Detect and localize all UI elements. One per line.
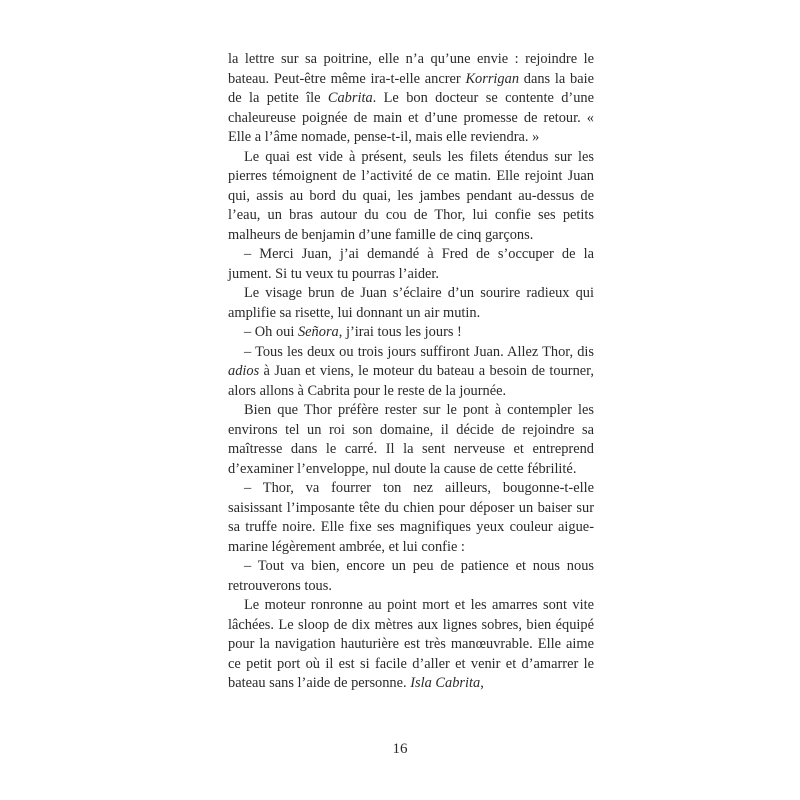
italic-text: Cabrita [327,90,373,106]
paragraph-text: Le quai est vide à présent, seuls les filets étendus sur les pierres témoignent de l’activité de ce matin. Elle rejoint Juan qui, assis au bord du quai, les jambes pendant au-dessus de l’eau, un bras autour du cou de Thor, lui confie ses petits malheurs de benjamin d’une famille de cinq garçons. [228,148,594,243]
paragraph-text: – Thor, va fourrer ton nez ailleurs, bougonne-t-elle saisissant l’imposante tête du chien pour déposer un baiser sur sa truffe noire. Elle fixe ses magnifiques yeux couleur aigue-marine légèrement ambrée, et lui confie : [228,480,594,555]
book-page-body [228,50,594,694]
paragraph [228,284,594,323]
paragraph-text: – Tous les deux ou trois jours suffiront Juan. Allez Thor, dis [244,343,594,360]
paragraph [228,401,594,479]
italic-text: Korrigan [465,70,520,87]
paragraph [228,148,594,246]
paragraph-text: Le visage brun de Juan s’éclaire d’un sourire radieux qui amplifie sa risette, lui donnant un air mutin. [228,285,594,321]
paragraph-text: Bien que Thor préfère rester sur le pont à contempler les environs tel un roi son domaine, il décide de rejoindre sa maîtresse dans le carré. Il la sent nerveuse et entreprend d’examiner l’enveloppe, nul doute la cause de cette fébrilité. [228,402,594,477]
paragraph [228,557,594,596]
paragraph-text: dans la baie de la petite île [228,70,594,106]
paragraph-text: , j’irai tous les jours ! [338,324,462,340]
paragraph-text: , [480,675,484,691]
paragraph [228,50,594,148]
paragraph-text: à Juan et viens, le moteur du bateau a besoin de tourner, alors allons à Cabrita pour le reste de la journée. [228,363,594,399]
paragraph [228,596,594,694]
page-number: 16 [392,741,408,757]
paragraph-text: – Tout va bien, encore un peu de patience et nous nous retrouverons tous. [228,558,594,594]
paragraph-text: . Le bon docteur se contente d’une chaleureuse poignée de main et d’une promesse de retour. « Elle a l’âme nomade, pense-t-il, mais elle reviendra. » [228,90,594,145]
paragraph [228,343,594,402]
italic-text: adios [228,363,260,379]
paragraph [228,479,594,557]
paragraph-text: la lettre sur sa poitrine, elle n’a qu’une envie : rejoindre le bateau. Peut-être même ira-t-elle ancrer [228,51,594,87]
paragraph-text: – Merci Juan, j’ai demandé à Fred de s’occuper de la jument. Si tu veux tu pourras l’aider. [228,246,594,282]
paragraph-text: Le moteur ronronne au point mort et les amarres sont vite lâchées. Le sloop de dix mètres aux lignes sobres, bien équipé pour la navigation hauturière est très manœuvrable. Elle aime ce petit port où il est si facile d’aller et venir et d’amarrer le bateau sans l’aide de personne. [228,597,594,691]
paragraph-text: – Oh oui [244,324,298,340]
paragraph [228,323,594,343]
italic-text: Señora [297,324,339,340]
paragraph [228,245,594,284]
italic-text: Isla Cabrita [410,675,481,691]
